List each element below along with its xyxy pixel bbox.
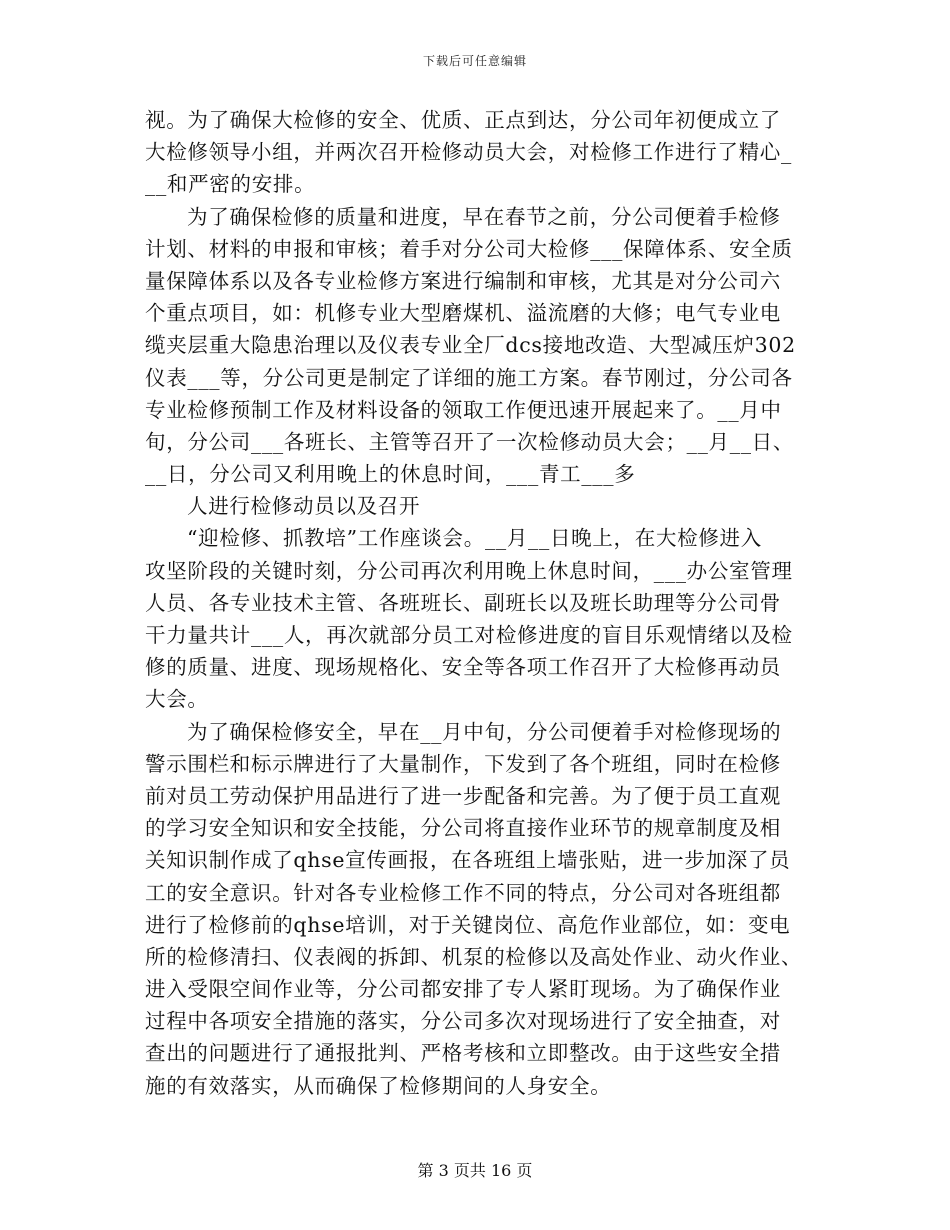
page-header: 下载后可任意编辑	[422, 54, 527, 68]
text-line: 大检修领导小组，并两次召开检修动员大会，对检修工作进行了精心_	[145, 140, 792, 165]
text-line: 攻坚阶段的关键时刻，分公司再次利用晚上休息时间，___办公室管理	[145, 558, 793, 583]
text-line: 个重点项目，如：机修专业大型磨煤机、溢流磨的大修；电气专业电	[145, 301, 781, 326]
text-line: 关知识制作成了qhse宣传画报，在各班组上墙张贴，进一步加深了员	[145, 848, 791, 873]
text-line: 计划、材料的申报和审核；着手对分公司大检修___保障体系、安全质	[145, 236, 793, 261]
text-line: 专业检修预制工作及材料设备的领取工作便迅速开展起来了。__月中	[145, 397, 782, 422]
text-line: 修的质量、进度、现场规格化、安全等各项工作召开了大检修再动员	[145, 655, 781, 680]
text-line: 所的检修清扫、仪表阀的拆卸、机泵的检修以及高处作业、动火作业、	[145, 944, 803, 969]
text-line: 查出的问题进行了通报批判、严格考核和立即整改。由于这些安全措	[145, 1041, 781, 1066]
text-line: 工的安全意识。针对各专业检修工作不同的特点，分公司对各班组都	[145, 880, 781, 905]
page-footer: 第 3 页共 16 页	[417, 1161, 533, 1180]
text-line: __和严密的安排。	[145, 172, 316, 197]
text-line: 进入受限空间作业等，分公司都安排了专人紧盯现场。为了确保作业	[145, 977, 781, 1002]
text-line: “迎检修、抓教培”工作座谈会。__月__日晚上，在大检修进入	[187, 526, 762, 551]
text-line: 干力量共计___人，再次就部分员工对检修进度的盲目乐观情绪以及检	[145, 623, 793, 647]
text-line: 缆夹层重大隐患治理以及仪表专业全厂dcs接地改造、大型减压炉302	[145, 333, 796, 358]
text-line: 量保障体系以及各专业检修方案进行编制和审核，尤其是对分公司六	[145, 268, 781, 293]
text-line: 视。为了确保大检修的安全、优质、正点到达，分公司年初便成立了	[145, 108, 781, 132]
text-line: 人员、各专业技术主管、各班班长、副班长以及班长助理等分公司骨	[145, 590, 781, 615]
text-line: __日，分公司又利用晚上的休息时间，___青工___多	[145, 462, 636, 487]
text-line: 进行了检修前的qhse培训，对于关键岗位、高危作业部位，如：变电	[145, 912, 791, 937]
text-line: 仪表___等，分公司更是制定了详细的施工方案。春节刚过，分公司各	[145, 365, 793, 390]
text-line: 警示围栏和标示牌进行了大量制作，下发到了各个班组，同时在检修	[145, 751, 781, 776]
text-line: 施的有效落实，从而确保了检修期间的人身安全。	[145, 1073, 612, 1098]
text-line: 旬，分公司___各班长、主管等召开了一次检修动员大会；__月__日、	[145, 429, 795, 454]
text-line: 的学习安全知识和安全技能，分公司将直接作业环节的规章制度及相	[145, 816, 781, 841]
text-line: 大会。	[145, 687, 209, 712]
text-line: 人进行检修动员以及召开	[187, 494, 421, 519]
text-line: 过程中各项安全措施的落实，分公司多次对现场进行了安全抽查，对	[145, 1009, 781, 1034]
text-line: 为了确保检修的质量和进度，早在春节之前，分公司便着手检修	[187, 204, 781, 229]
text-line: 为了确保检修安全，早在__月中旬，分公司便着手对检修现场的	[187, 719, 782, 744]
text-line: 前对员工劳动保护用品进行了进一步配备和完善。为了便于员工直观	[145, 783, 781, 808]
document-body	[145, 104, 805, 1102]
